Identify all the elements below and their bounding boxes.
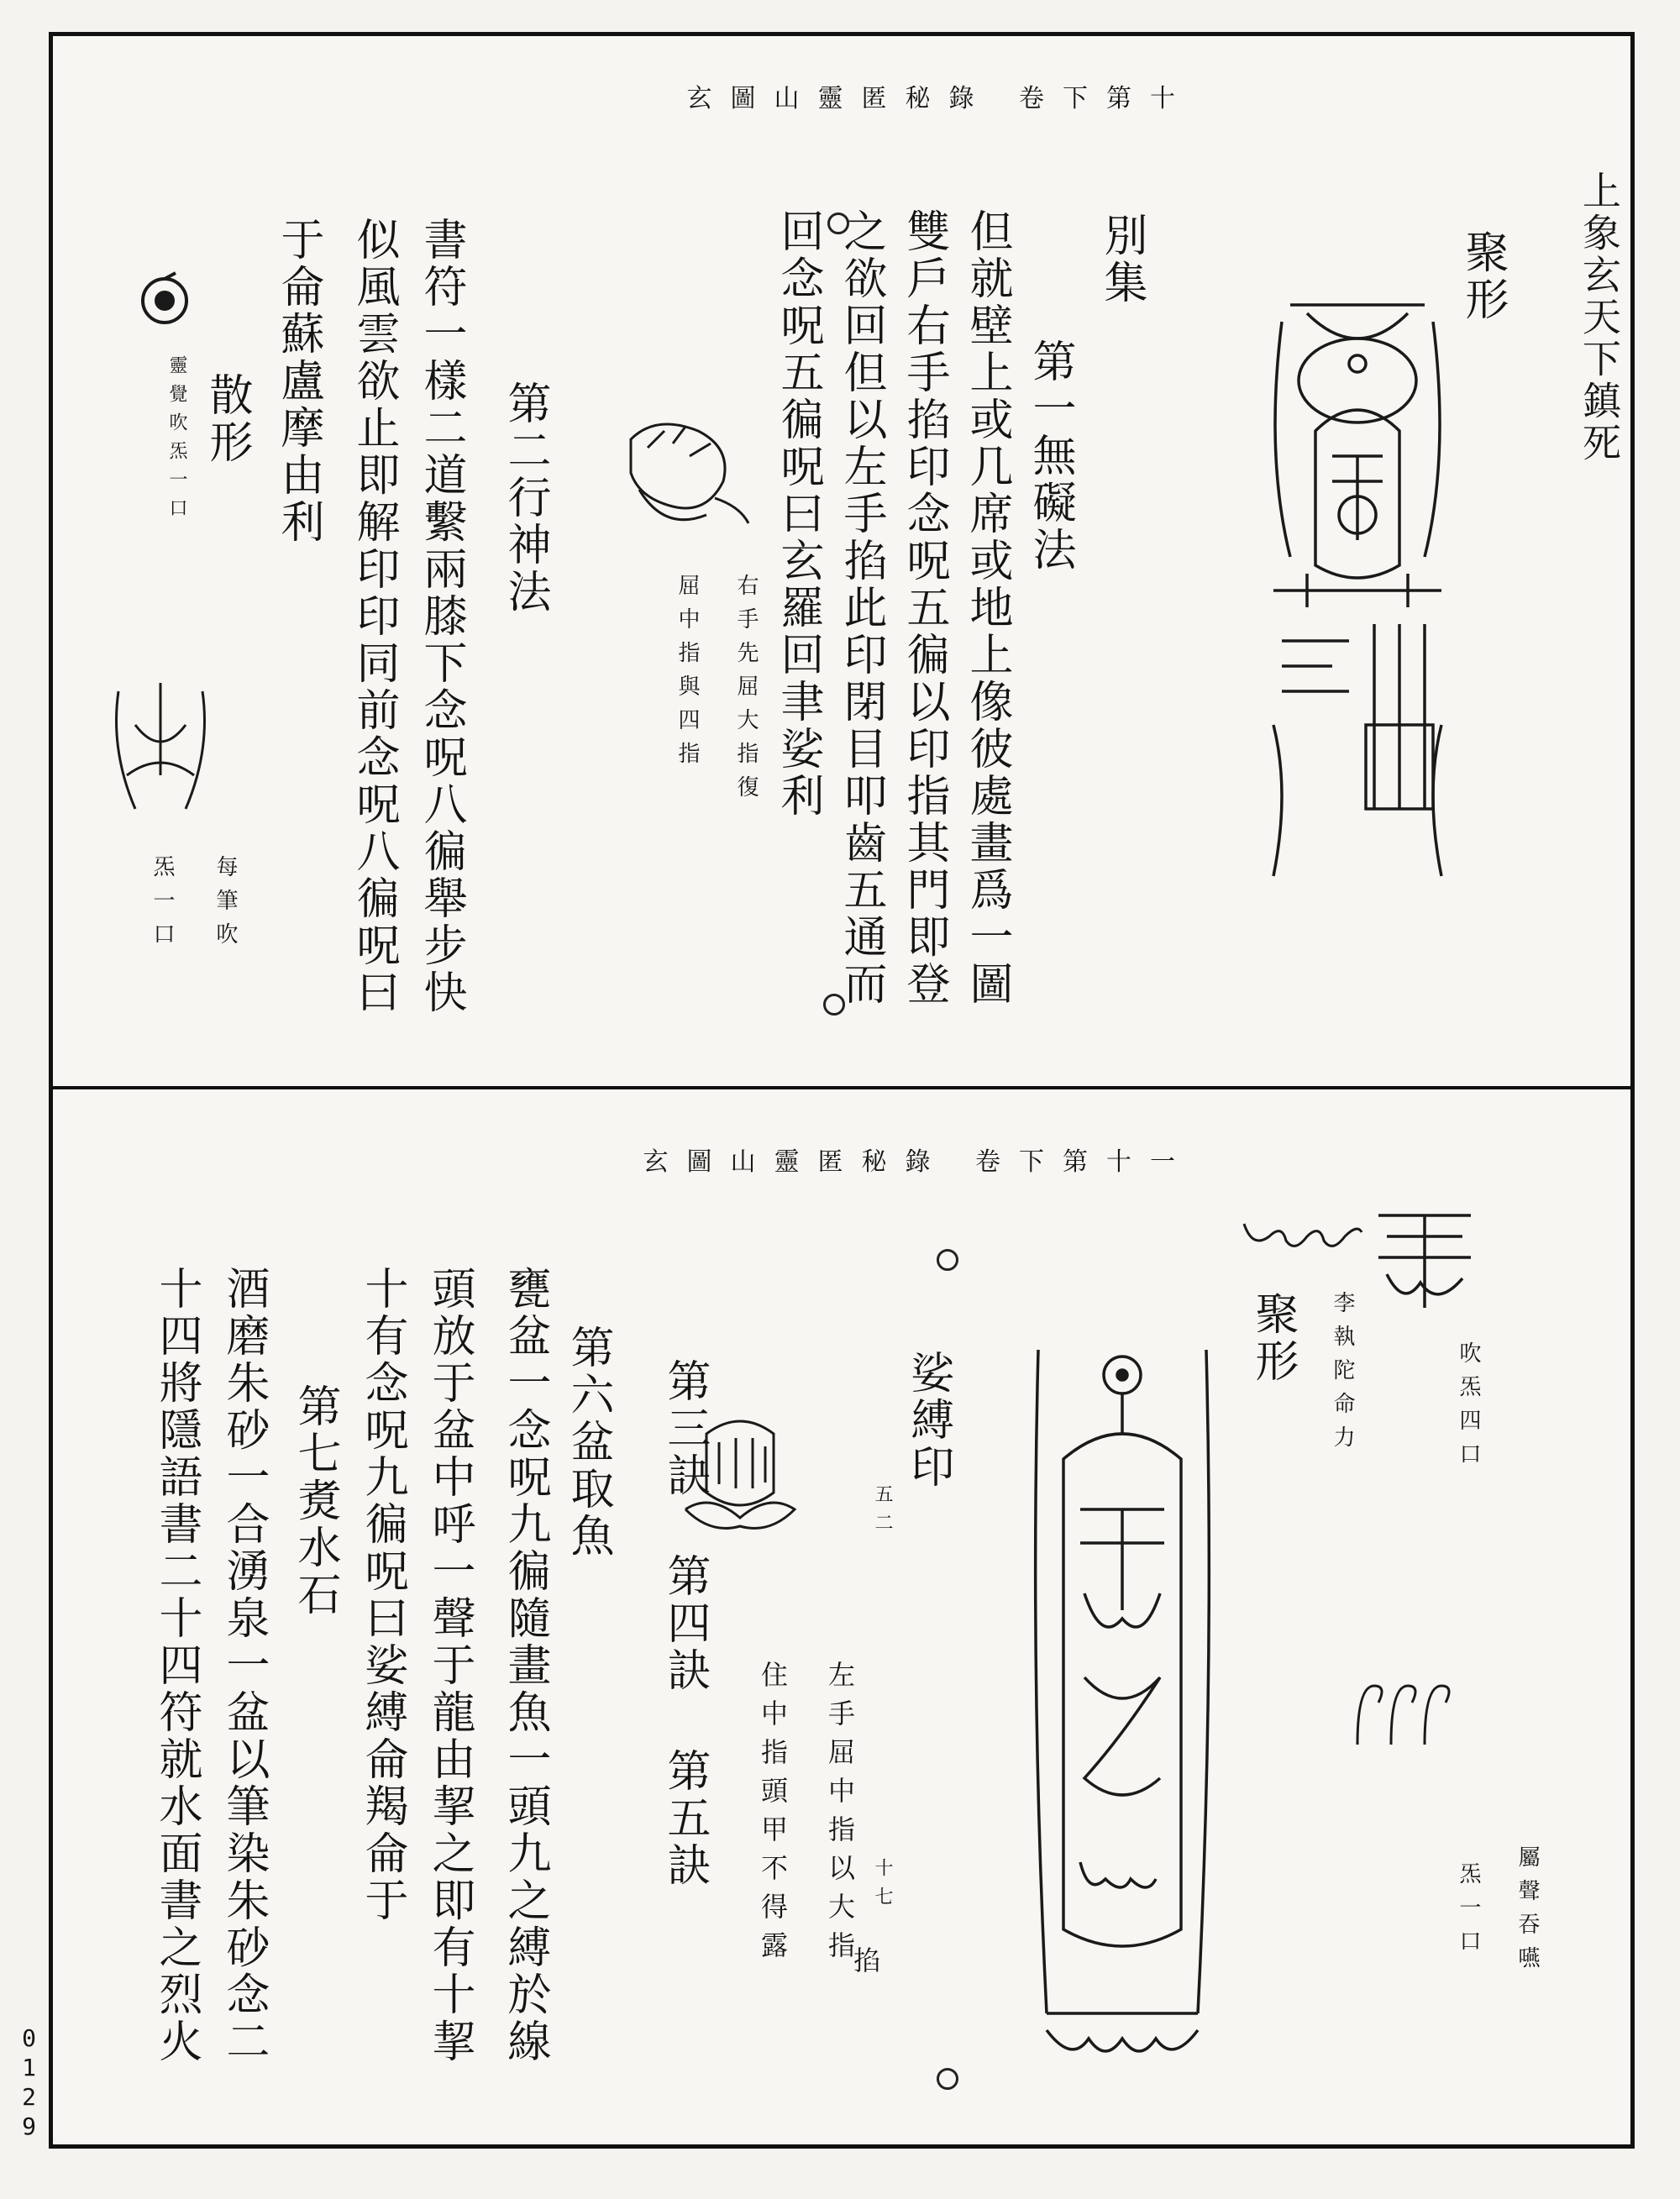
- top-col-10: 書符一樣二道繫兩膝下念呪八徧舉步快: [416, 217, 466, 1016]
- bottom-col-11: 酒磨朱砂一合湧泉一盆以筆染朱砂念二: [218, 1266, 269, 2065]
- bottom-note-2: 炁一口: [1456, 1862, 1481, 1963]
- talisman-bottom-right: [1362, 1199, 1488, 1316]
- talisman-bottom-main: [1021, 1341, 1223, 2072]
- top-col-5: 但就壁上或几席或地上像彼處畫爲一圖: [962, 208, 1012, 1008]
- circle-mark: [827, 213, 849, 234]
- bottom-panel: [53, 1086, 1630, 2148]
- top-note-4: 每筆吹: [213, 855, 238, 956]
- spiral-sigil: [135, 271, 194, 330]
- top-col-11: 似風雲欲止即解印印同前念呪八徧呪曰: [349, 217, 399, 1016]
- top-col-6: 雙戶右手掐印念呪五徧以印指其門即登: [899, 208, 949, 1008]
- talisman-top-main: [1257, 288, 1458, 960]
- circle-mark: [937, 2068, 958, 2090]
- loop-sigil: [1236, 1207, 1370, 1257]
- top-col-12: 于侖蘇盧摩由利: [273, 217, 323, 546]
- bottom-col-5: 第三訣 第四訣 第五訣: [659, 1358, 710, 1889]
- top-col-9: 第二行神法: [500, 380, 550, 616]
- bottom-col-9: 十有念呪九徧呪曰娑縛侖羯侖于: [357, 1266, 407, 1924]
- bottom-col-6: 第六盆取魚: [563, 1325, 613, 1560]
- top-col-2: 聚形: [1457, 229, 1508, 323]
- circle-mark: [823, 994, 845, 1016]
- scan-page-frame: [49, 32, 1635, 2149]
- bottom-col-12: 十四將隱語書二十四符就水面書之烈火: [151, 1266, 202, 2065]
- bottom-running-header: 玄圖山靈匿秘錄 卷下第十一: [643, 1147, 1194, 1177]
- bottom-note-5: 住中指頭甲不得露: [757, 1661, 789, 1970]
- top-col-4: 第一無礙法: [1025, 339, 1075, 574]
- top-col-3: 別集: [1096, 213, 1147, 307]
- bottom-col-4: 娑縛印: [903, 1350, 953, 1491]
- top-note-3: 靈覺吹炁一口: [166, 355, 187, 527]
- top-note-1: 右手先屈大指復: [733, 574, 759, 809]
- bottom-col-2: 李執陀命力: [1330, 1291, 1355, 1459]
- bottom-num-2: 十七: [872, 1858, 893, 1915]
- top-col-1: 上象玄天下鎮死: [1577, 171, 1622, 464]
- bottom-col-8: 頭放于盆中呼一聲于龍由挈之即有十挈: [424, 1266, 475, 2065]
- bottom-note-4: 掐: [849, 1946, 881, 1985]
- talisman-top-left: [102, 674, 219, 817]
- top-note-2: 屈中指與四指: [675, 574, 700, 775]
- bottom-note-3: 左手屈中指以大指: [824, 1661, 856, 1970]
- top-note-5: 炁一口: [150, 855, 175, 956]
- bottom-num-1: 五二: [872, 1484, 893, 1541]
- bottom-col-7: 甕盆一念呪九徧隨畫魚一頭九之縛於線: [500, 1266, 550, 2065]
- top-panel: [53, 36, 1630, 1086]
- page-number: 0129: [15, 2024, 43, 2142]
- talisman-bottom-squiggle: [1341, 1669, 1467, 1761]
- top-col-7: 之欲回但以左手掐此印閉目叩齒五通而: [836, 208, 886, 1008]
- bottom-col-10: 第七煑水石: [290, 1383, 340, 1619]
- top-running-header: 玄圖山靈匿秘錄 卷下第十: [686, 84, 1194, 113]
- top-col-8: 回念呪五徧呪曰玄羅回聿娑利: [773, 208, 823, 820]
- top-col-13: 散形: [202, 372, 252, 466]
- hand-seal-sketch-top: [606, 406, 757, 540]
- circle-mark: [937, 1249, 958, 1271]
- bottom-col-1: 吹炁四口: [1456, 1341, 1481, 1476]
- bottom-col-3: 聚形: [1247, 1291, 1298, 1385]
- bottom-note-1: 屬聲吞嚥: [1515, 1845, 1540, 1980]
